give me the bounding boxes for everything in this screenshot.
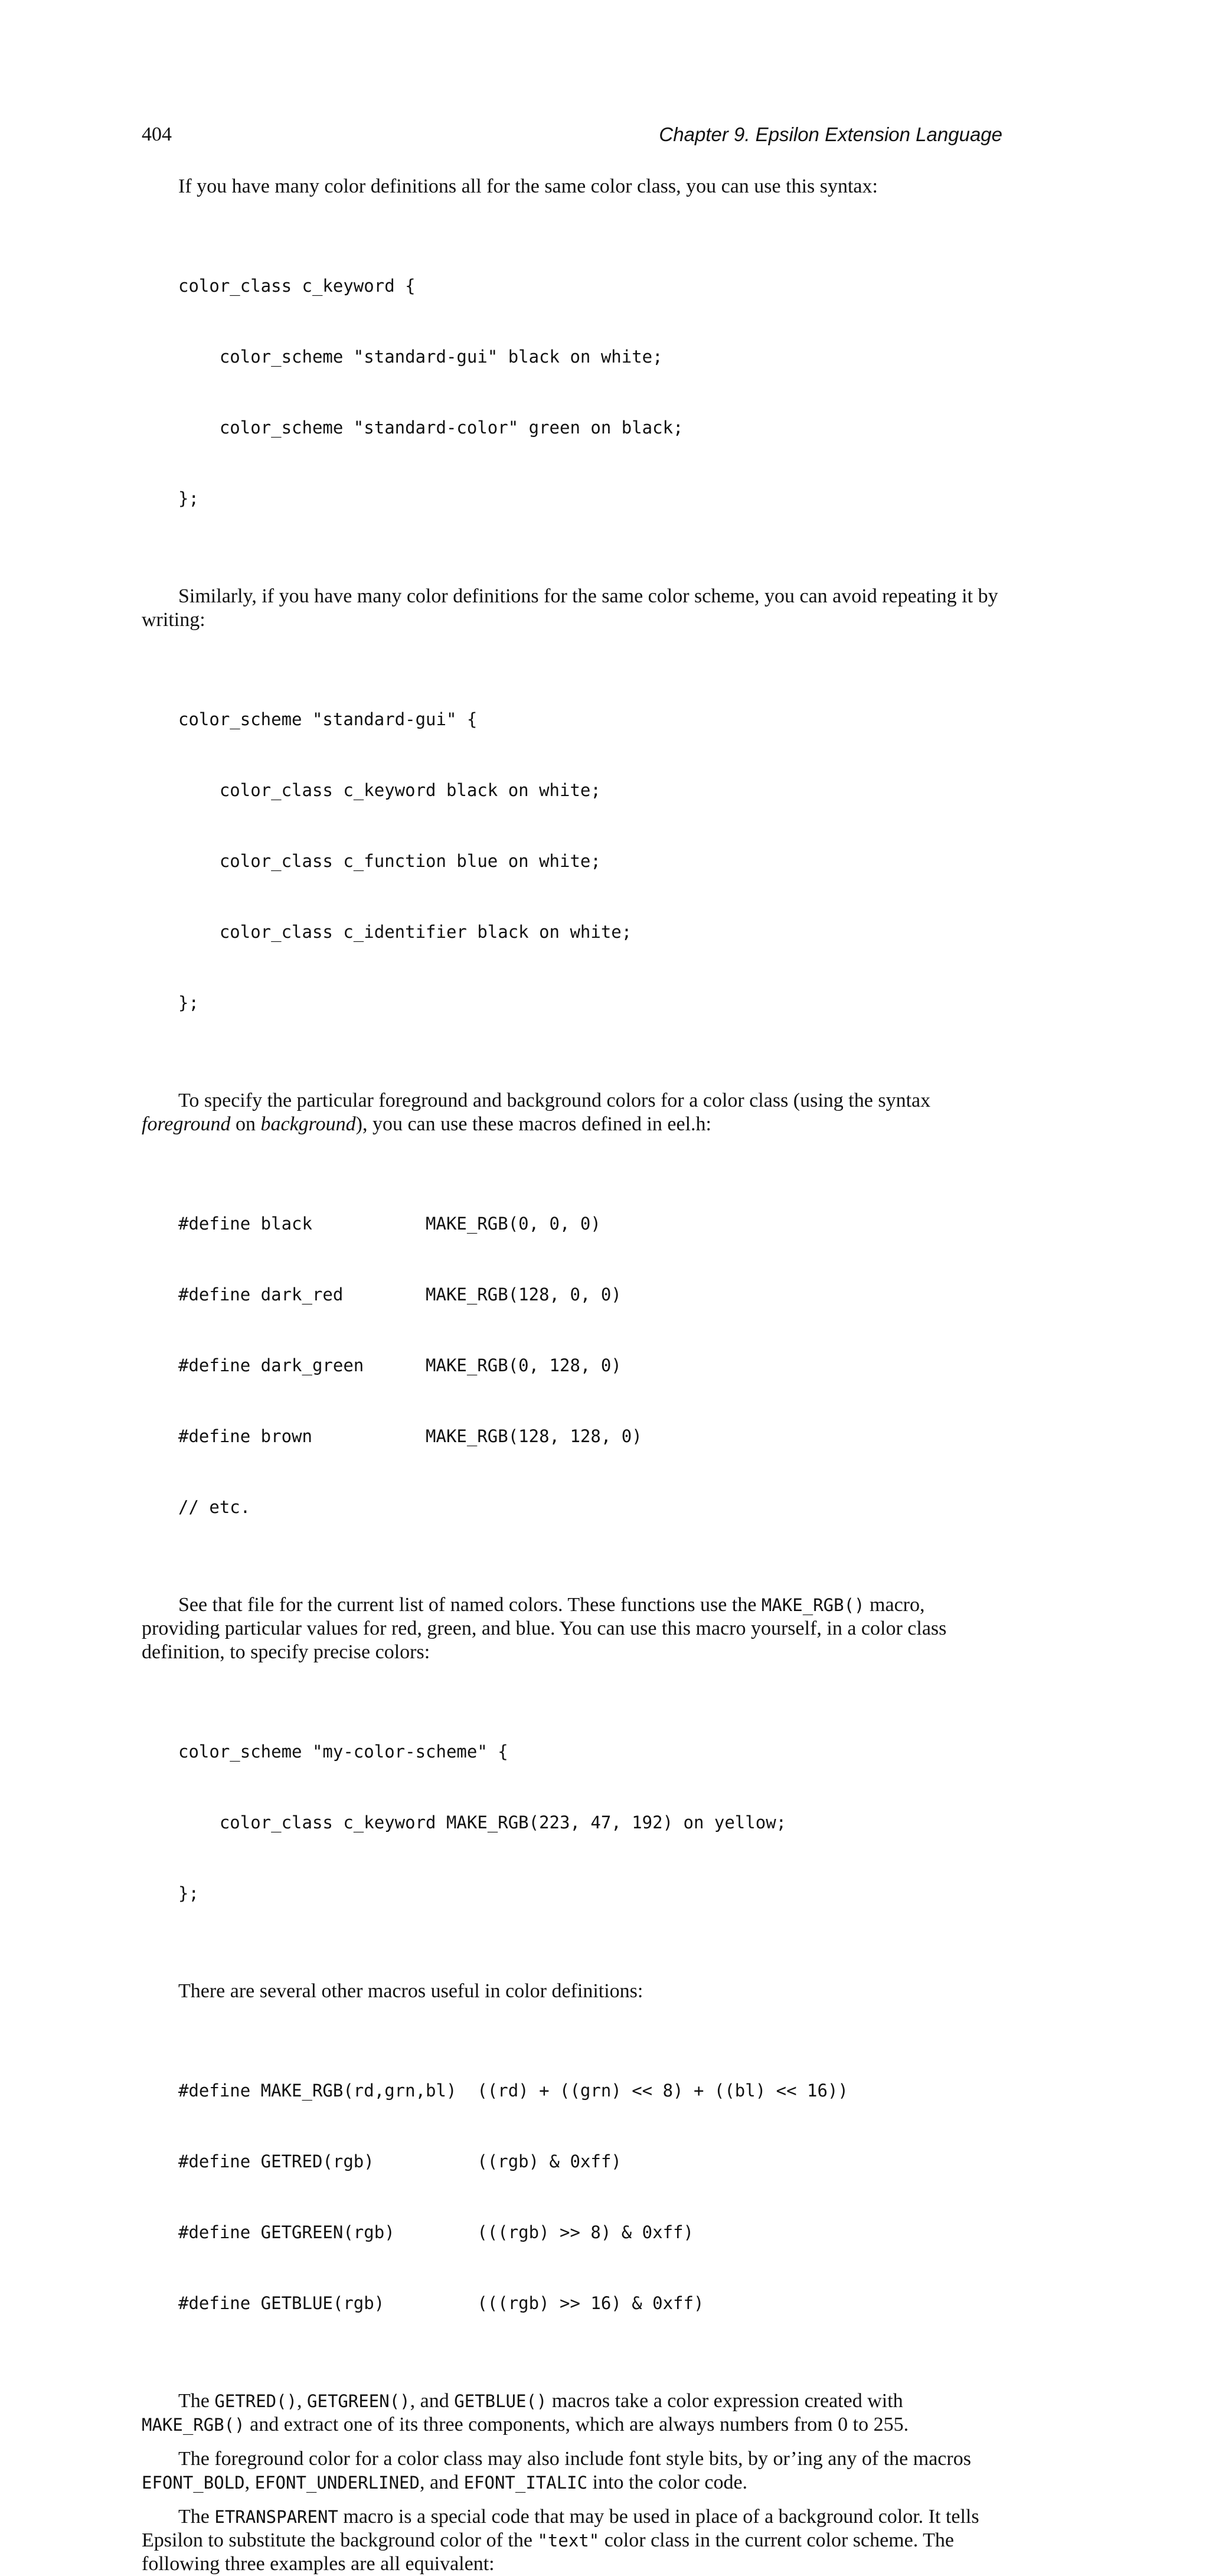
document-page	[142, 0, 1002, 2575]
code-line: };	[178, 993, 199, 1013]
code-line: color_scheme "standard-color" green on black;	[178, 418, 684, 438]
text-run: The	[178, 2390, 215, 2412]
text-run: ,	[244, 2471, 255, 2493]
inline-code: ETRANSPARENT	[214, 2507, 338, 2527]
code-line: color_class c_identifier black on white;	[178, 922, 632, 942]
text-run: ), you can use these macros defined in eel.h:	[355, 1113, 711, 1135]
text-run: To specify the particular foreground and background colors for a color class (using the syntax	[178, 1090, 931, 1111]
term-foreground: foreground	[142, 1113, 231, 1135]
code-line: color_class c_keyword MAKE_RGB(223, 47, 192) on yellow;	[178, 1812, 787, 1832]
code-line: color_scheme "my-color-scheme" {	[178, 1742, 508, 1762]
code-line: // etc.	[178, 1497, 251, 1517]
paragraph-other-macros: There are several other macros useful in color definitions:	[178, 1980, 643, 2002]
inline-code: MAKE_RGB()	[142, 2415, 245, 2435]
page-header	[142, 122, 1002, 151]
code-line: #define GETGREEN(rgb) (((rgb) >> 8) & 0xff)	[178, 2222, 694, 2242]
text-run: , and	[410, 2390, 455, 2412]
code-line: #define dark_green MAKE_RGB(0, 128, 0)	[178, 1355, 622, 1375]
inline-code: EFONT_BOLD	[142, 2473, 245, 2493]
text-run: The	[178, 2506, 215, 2528]
code-line: };	[178, 488, 199, 508]
code-line: #define GETBLUE(rgb) (((rgb) >> 16) & 0xff)	[178, 2293, 704, 2313]
text-run: , and	[419, 2471, 464, 2493]
code-line: color_class c_keyword {	[178, 276, 416, 296]
page-number: 404	[142, 123, 172, 145]
text-run: into the color code.	[587, 2471, 748, 2493]
code-line: #define brown MAKE_RGB(128, 128, 0)	[178, 1426, 642, 1446]
code-line: };	[178, 1883, 199, 1903]
text-run: macro, providing particular values for red, green, and blue. You can use this macro yourself, in a color class definition, to specify precise colors:	[142, 1594, 947, 1663]
code-line: color_scheme "standard-gui" black on white;	[178, 347, 663, 367]
paragraph-color-scheme-syntax: Similarly, if you have many color definitions for the same color scheme, you can avoid repeating it by writing:	[142, 585, 998, 631]
text-run: macros take a color expression created with	[547, 2390, 903, 2412]
inline-code: EFONT_UNDERLINED	[254, 2473, 420, 2493]
text-run: ,	[297, 2390, 308, 2412]
page-body	[142, 175, 1002, 2576]
inline-code: GETGREEN()	[307, 2391, 410, 2411]
code-line: color_class c_function blue on white;	[178, 851, 601, 871]
text-run: macro is a special code that may be used in place of a background color. It tells Epsilon to substitute the background color of the	[142, 2506, 979, 2551]
inline-code: GETBLUE()	[454, 2391, 547, 2411]
code-block-color-class	[178, 227, 1002, 557]
paragraph-foreground-background	[142, 1089, 1002, 1136]
running-head: Chapter 9. Epsilon Extension Language	[659, 123, 1002, 145]
term-background: background	[260, 1113, 356, 1135]
code-block-my-color-scheme	[178, 1693, 1002, 1952]
text-run: color class in the current color scheme. The following three examples are all equivalent:	[142, 2529, 954, 2575]
inline-code: "text"	[537, 2531, 600, 2551]
code-line: color_class c_keyword black on white;	[178, 780, 601, 800]
code-line: color_scheme "standard-gui" {	[178, 709, 478, 729]
paragraph-make-rgb	[142, 1593, 1002, 1664]
inline-code: EFONT_ITALIC	[463, 2473, 588, 2493]
inline-code: MAKE_RGB()	[761, 1595, 865, 1615]
text-run: and extract one of its three components, which are always numbers from 0 to 255.	[244, 2414, 909, 2435]
code-line: #define GETRED(rgb) ((rgb) & 0xff)	[178, 2151, 622, 2171]
paragraph-etransparent	[142, 2505, 1002, 2576]
code-block-color-scheme	[178, 660, 1002, 1062]
text-run: on	[230, 1113, 261, 1135]
inline-code: GETRED()	[214, 2391, 298, 2411]
text-run: See that file for the current list of named colors. These functions use the	[178, 1594, 762, 1616]
code-block-rgb-macros	[178, 2032, 1002, 2362]
text-run: The foreground color for a color class may also include font style bits, by or’ing any of the macros	[178, 2448, 971, 2470]
code-line: #define MAKE_RGB(rd,grn,bl) ((rd) + ((grn) << 8) + ((bl) << 16))	[178, 2081, 848, 2101]
code-line: #define dark_red MAKE_RGB(128, 0, 0)	[178, 1284, 622, 1305]
code-line: #define black MAKE_RGB(0, 0, 0)	[178, 1214, 601, 1234]
paragraph-get-macros	[142, 2389, 1002, 2437]
code-block-color-defines	[178, 1165, 1002, 1566]
paragraph-font-style-bits	[142, 2447, 1002, 2495]
paragraph-color-class-syntax: If you have many color definitions all for the same color class, you can use this syntax:	[178, 175, 878, 197]
